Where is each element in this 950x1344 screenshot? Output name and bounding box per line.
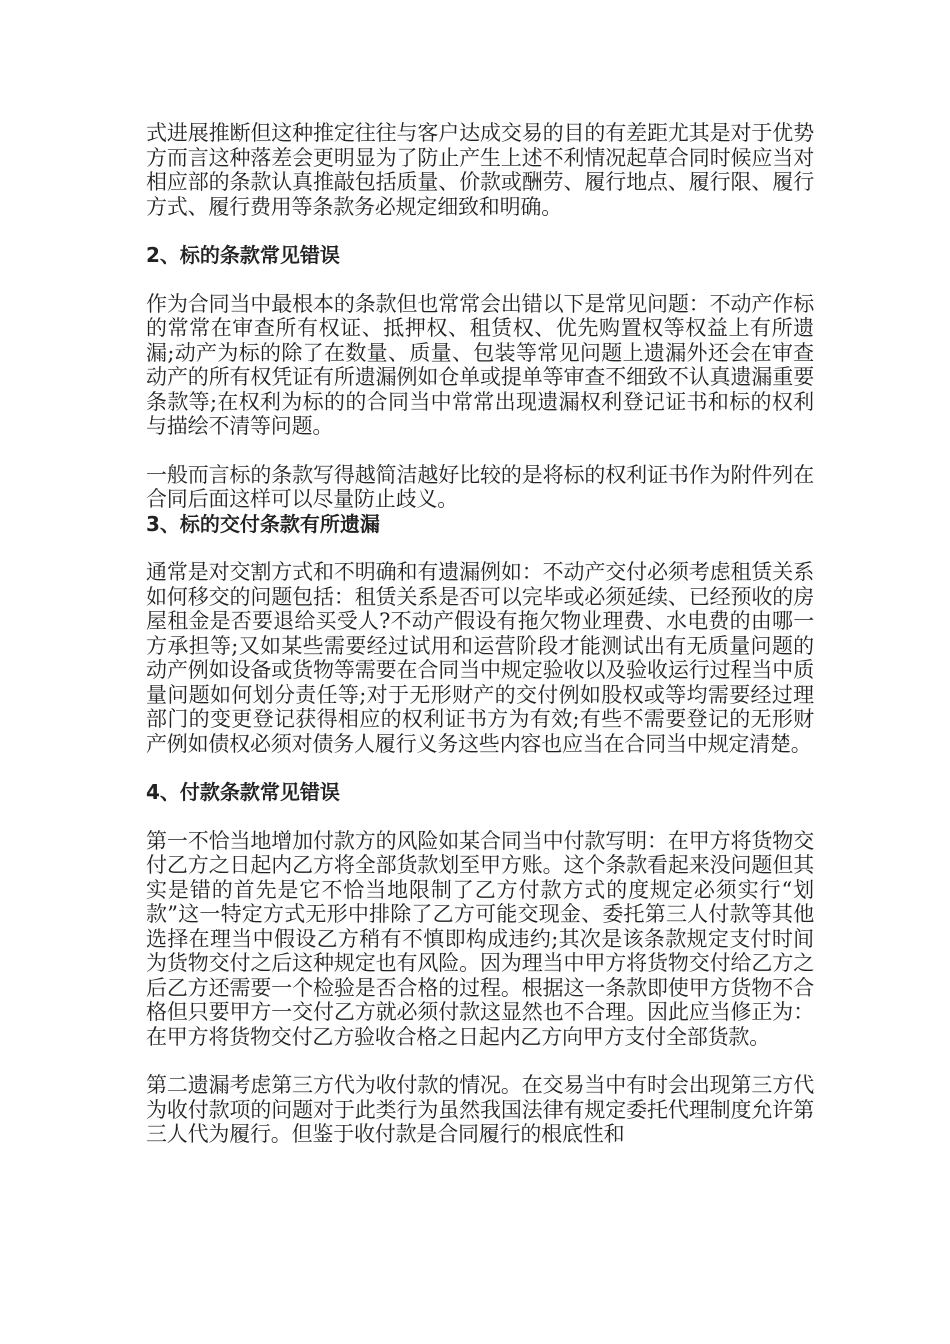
paragraph-gap	[146, 439, 814, 463]
paragraph-gap	[146, 1049, 814, 1073]
paragraph-gap	[146, 805, 814, 829]
paragraph-gap	[146, 756, 814, 780]
paragraph-gap	[146, 268, 814, 292]
paragraph-payment-first: 第一不恰当地增加付款方的风险如某合同当中付款写明：在甲方将货物交付乙方之日起内乙方将全部货款划至甲方账。这个条款看起来没问题但其实是错的首先是它不恰当地限制了乙方付款方式的度规定必须实行“划款”这一特定方式无形中排除了乙方可能交现金、委托第三人付款等其他选择在理当中假设乙方稍有不慎即构成违约;其次是该条款规定支付时间为货物交付之后这种规定也有风险。因为理当中甲方将货物交付给乙方之后乙方还需要一个检验是否合格的过程。根据这一条款即使甲方货物不合格但只要甲方一交付乙方就必须付款这显然也不合理。因此应当修正为：在甲方将货物交付乙方验收合格之日起内乙方向甲方支付全部货款。	[146, 828, 814, 1049]
paragraph-subject-errors: 作为合同当中最根本的条款但也常常会出错以下是常见问题：不动产作标的常常在审查所有权证、抵押权、租赁权、优先购置权等权益上有所遗漏;动产为标的除了在数量、质量、包装等常见问题上遗漏外还会在审查动产的所有权凭证有所遗漏例如仓单或提单等审查不细致不认真遗漏重要条款等;在权利为标的的合同当中常常出现遗漏权利登记证书和标的权利与描绘不清等问题。	[146, 291, 814, 438]
section-heading-3: 3、标的交付条款有所遗漏	[146, 511, 380, 536]
paragraph-subject-advice: 一般而言标的条款写得越简洁越好比较的是将标的权利证书作为附件列在合同后面这样可以尽量防止歧义。	[146, 462, 814, 511]
document-page	[146, 121, 814, 1147]
paragraph-gap	[146, 536, 814, 560]
paragraph-gap	[146, 219, 814, 243]
section-heading-4: 4、付款条款常见错误	[146, 780, 340, 804]
section-heading-2: 2、标的条款常见错误	[146, 243, 340, 267]
paragraph-delivery: 通常是对交割方式和不明确和有遗漏例如：不动产交付必须考虑租赁关系如何移交的问题包括：租赁关系是否可以完毕或必须延续、已经预收的房屋租金是否要退给买受人?不动产假设有拖欠物业理费、水电费的由哪一方承担等;又如某些需要经过试用和运营阶段才能测试出有无质量问题的动产例如设备或货物等需要在合同当中规定验收以及验收运行过程当中质量问题如何划分责任等;对于无形财产的交付例如股权或等均需要经过理部门的变更登记获得相应的权利证书方为有效;有些不需要登记的无形财产例如债权必须对债务人履行义务这些内容也应当在合同当中规定清楚。	[146, 560, 814, 756]
paragraph-intro: 式进展推断但这种推定往往与客户达成交易的目的有差距尤其是对于优势方而言这种落差会更明显为了防止产生上述不利情况起草合同时候应当对相应部的条款认真推敲包括质量、价款或酬劳、履行地点、履行限、履行方式、履行费用等条款务必规定细致和明确。	[146, 121, 814, 219]
paragraph-payment-second: 第二遗漏考虑第三方代为收付款的情况。在交易当中有时会出现第三方代为收付款项的问题对于此类行为虽然我国法律有规定委托代理制度允许第三人代为履行。但鉴于收付款是合同履行的根底性和	[146, 1073, 814, 1146]
